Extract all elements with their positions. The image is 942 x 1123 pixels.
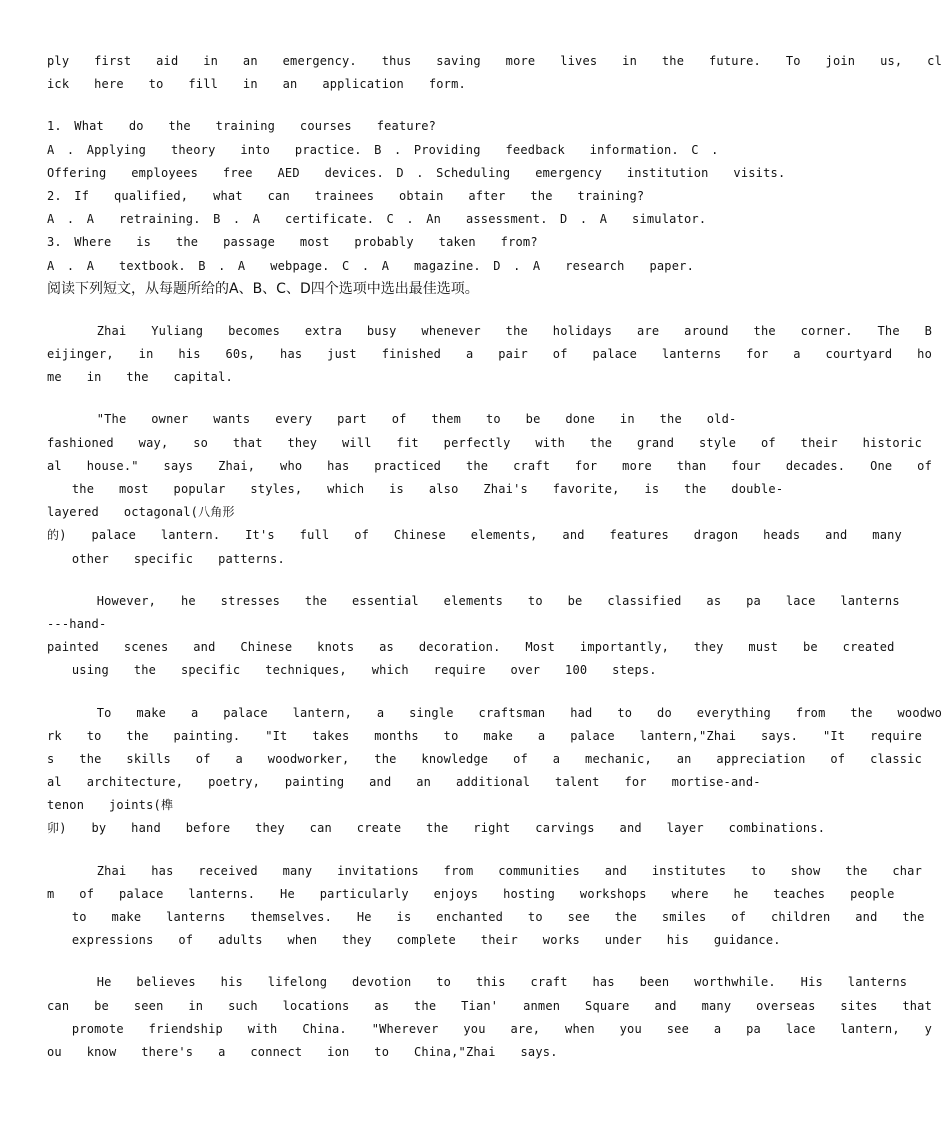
intro-paragraph (47, 50, 942, 96)
question-2-stem: 2. If qualified, what can trainees obtain after the training? (47, 188, 645, 203)
text-line: eijinger, in his 60s, has just finished a pair of palace lanterns for a courtyard ho (47, 347, 933, 362)
text-line: layered octagonal(八角形 (47, 505, 235, 520)
text-line: ou know there's a connect ion to China,"Zhai says. (47, 1044, 558, 1059)
paragraph-4 (47, 702, 942, 841)
text-line: ---hand- (47, 616, 107, 631)
text-line: He believes his lifelong devotion to this craft has been worthwhile. His lanterns (47, 975, 908, 990)
text-line: the most popular styles, which is also Zhai's favorite, is the double- (47, 482, 784, 496)
question-3-stem: 3. Where is the passage most probably taken from? (47, 235, 538, 250)
text-line: tenon joints(榫 (47, 798, 174, 813)
section-instruction: 阅读下列短文，从每题所给的A、B、C、D四个选项中选出最佳选项。 (47, 280, 479, 297)
text-line: me in the capital. (47, 370, 233, 385)
question-1-stem: 1. What do the training courses feature? (47, 119, 437, 134)
spacer (47, 301, 747, 320)
question-list (47, 115, 786, 277)
text-line: Zhai Yuliang becomes extra busy whenever the holidays are around the corner. The B (47, 323, 933, 338)
text-line: To make a palace lantern, a single craftsman had to do everything from the woodwo (47, 705, 942, 720)
paragraph-6 (47, 971, 933, 1064)
document-page (47, 50, 942, 1064)
paragraph-3 (47, 590, 900, 683)
question-1-options: Offering employees free AED devices. D . Scheduling emergency institution visits. (47, 165, 786, 180)
spacer (47, 571, 747, 590)
paragraph-5 (47, 860, 925, 953)
text-line: to make lanterns themselves. He is enchanted to see the smiles of children and the (47, 910, 925, 924)
question-2-options: A . A retraining. B . A certificate. C . An assessment. D . A simulator. (47, 212, 707, 227)
paragraph-1 (47, 320, 933, 390)
text-line: 卯) by hand before they can create the right carvings and layer combinations. (47, 821, 826, 836)
paragraph-2 (47, 408, 933, 570)
text-line: rk to the painting. "It takes months to make a palace lantern,"Zhai says. "It require (47, 728, 923, 743)
spacer (47, 96, 747, 115)
text-line: "The owner wants every part of them to be done in the old- (47, 412, 737, 427)
text-line: fashioned way, so that they will fit perfectly with the grand style of their historic (47, 435, 923, 450)
question-3-options: A . A textbook. B . A webpage. C . A magazine. D . A research paper. (47, 258, 694, 273)
text-line: expressions of adults when they complete their works under his guidance. (47, 933, 781, 948)
text-line: However, he stresses the essential elements to be classified as pa lace lanterns (47, 593, 900, 608)
text-line: ply first aid in an emergency. thus saving more lives in the future. To join us, cl (47, 54, 942, 68)
text-line: s the skills of a woodworker, the knowledge of a mechanic, an appreciation of classic (47, 751, 923, 766)
text-line: m of palace lanterns. He particularly enjoys hosting workshops where he teaches people (47, 886, 895, 901)
text-line: promote friendship with China. "Wherever you are, when you see a pa lace lantern, y (47, 1021, 933, 1036)
text-line: 的) palace lantern. It's full of Chinese elements, and features dragon heads and many (47, 528, 902, 543)
question-1-options: A . Applying theory into practice. B . Providing feedback information. C . (47, 142, 719, 157)
text-line: other specific patterns. (47, 551, 285, 566)
text-line: ick here to fill in an application form. (47, 77, 466, 92)
text-line: painted scenes and Chinese knots as decoration. Most importantly, they must be created (47, 640, 895, 655)
spacer (47, 683, 747, 702)
spacer (47, 389, 747, 408)
text-line: Zhai has received many invitations from communities and institutes to show the char (47, 863, 923, 878)
spacer (47, 952, 747, 971)
text-line: al house." says Zhai, who has practiced the craft for more than four decades. One of (47, 458, 933, 473)
text-line: al architecture, poetry, painting and an additional talent for mortise-and- (47, 775, 761, 790)
text-line: using the specific techniques, which require over 100 steps. (47, 663, 657, 678)
spacer (47, 841, 747, 860)
text-line: can be seen in such locations as the Tian' anmen Square and many overseas sites that (47, 998, 933, 1013)
